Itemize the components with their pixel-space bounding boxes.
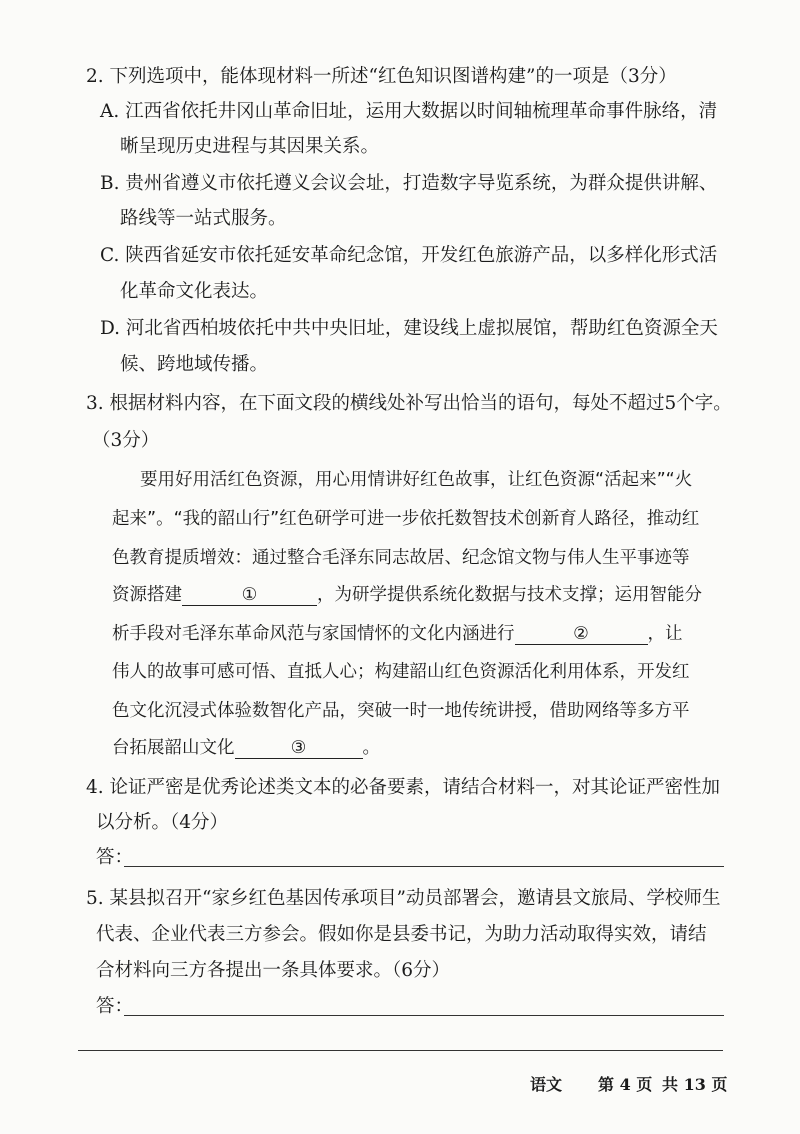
question-4-stem-line-2: 以分析。（4分） <box>96 812 229 833</box>
option-a-line-1: A. 江西省依托井冈山革命旧址，运用大数据以时间轴梳理革命事件脉络，清 <box>100 101 718 122</box>
passage-line-5 <box>112 624 683 645</box>
answer-line-q4[interactable] <box>124 866 724 867</box>
question-3-stem-line-2: （3分） <box>92 430 160 451</box>
passage-line-1: 要用好用活红色资源，用心用情讲好红色故事，让红色资源“活起来”“火 <box>140 470 693 490</box>
option-b-line-1: B. 贵州省遵义市依托遵义会议会址，打造数字导览系统，为群众提供讲解、 <box>100 173 718 194</box>
footer-rule <box>78 1050 723 1051</box>
answer-label-q4: 答： <box>96 847 134 868</box>
fill-blank-3[interactable] <box>235 738 363 759</box>
passage-line-3: 色教育提质增效：通过整合毛泽东同志故居、纪念馆文物与伟人生平事迹等 <box>112 548 690 568</box>
passage-text: 析手段对毛泽东革命风范与家国情怀的文化内涵进行 <box>112 624 515 644</box>
footer-subject: 语文 <box>530 1075 563 1094</box>
option-c-line-1: C. 陕西省延安市依托延安革命纪念馆，开发红色旅游产品，以多样化形式活 <box>100 245 718 266</box>
blank-marker-3: ③ <box>290 738 307 758</box>
passage-text: ，为研学提供系统化数据与技术支撑；运用智能分 <box>317 585 702 605</box>
option-d-line-1: D. 河北省西柏坡依托中共中央旧址，建设线上虚拟展馆，帮助红色资源全天 <box>100 318 718 339</box>
passage-text: ，让 <box>647 624 683 644</box>
footer-total-pages: 共 13 页 <box>662 1075 728 1094</box>
answer-line-q5[interactable] <box>124 1015 724 1016</box>
option-b-line-2: 路线等一站式服务。 <box>120 208 287 229</box>
passage-text: 。 <box>362 738 380 758</box>
passage-line-4 <box>112 585 702 606</box>
option-d-line-2: 候、跨地域传播。 <box>120 354 269 375</box>
passage-text: 台拓展韶山文化 <box>112 738 235 758</box>
blank-marker-2: ② <box>573 624 589 644</box>
blank-marker-1: ① <box>241 585 258 605</box>
passage-line-2: 起来”。“我的韶山行”红色研学可进一步依托数智技术创新育人路径，推动红 <box>112 509 700 529</box>
question-3-stem-line-1: 3. 根据材料内容，在下面文段的横线处补写出恰当的语句，每处不超过5个字。 <box>86 393 732 414</box>
passage-text: 资源搭建 <box>112 585 182 605</box>
passage-line-8 <box>112 738 380 759</box>
question-4-stem-line-1: 4. 论证严密是优秀论述类文本的必备要素，请结合材料一，对其论证严密性加 <box>86 777 721 798</box>
passage-line-6: 伟人的故事可感可悟、直抵人心；构建韶山红色资源活化利用体系，开发红 <box>112 662 690 682</box>
fill-blank-1[interactable] <box>182 585 317 606</box>
option-c-line-2: 化革命文化表达。 <box>120 281 269 302</box>
question-2-stem: 2. 下列选项中，能体现材料一所述“红色知识图谱构建”的一项是（3分） <box>86 66 677 87</box>
fill-blank-2[interactable] <box>515 624 648 645</box>
answer-label-q5: 答： <box>96 996 134 1017</box>
footer-page-number: 第 4 页 <box>598 1075 653 1094</box>
passage-line-7: 色文化沉浸式体验数智化产品，突破一时一地传统讲授，借助网络等多方平 <box>112 701 690 721</box>
question-5-stem-line-1: 5. 某县拟召开“家乡红色基因传承项目”动员部署会，邀请县文旅局、学校师生 <box>86 888 721 909</box>
question-5-stem-line-2: 代表、企业代表三方参会。假如你是县委书记，为助力活动取得实效，请结 <box>96 924 707 945</box>
question-5-stem-line-3: 合材料向三方各提出一条具体要求。（6分） <box>96 960 451 981</box>
option-a-line-2: 晰呈现历史进程与其因果关系。 <box>120 136 380 157</box>
